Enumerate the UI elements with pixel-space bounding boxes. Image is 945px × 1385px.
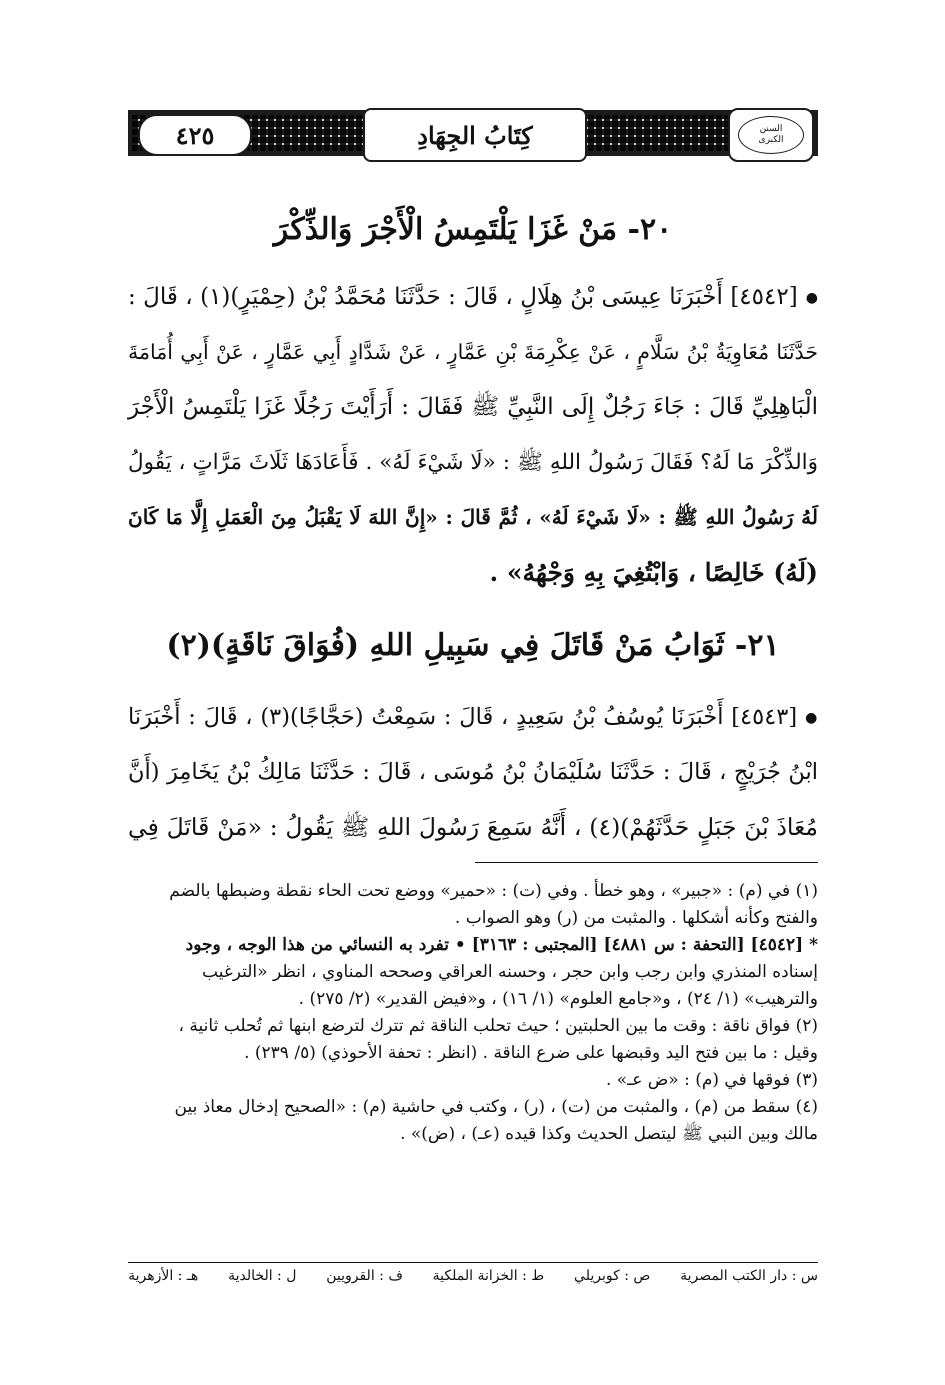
section-heading-21: ٢١- ثَوَابُ مَنْ قَاتَلَ فِي سَبِيلِ اللهِ (فُوَاقَ نَاقَةٍ)(٢)	[166, 628, 780, 663]
hadith-line: لَهُ رَسُولُ اللهِ ﷺ : «لَا شَيْءَ لَهُ» ، ثُمَّ قَالَ : «إِنَّ اللهَ لَا يَقْبَلُ مِنَ الْعَمَلِ إِلَّا مَا كَانَ	[128, 505, 818, 529]
hadith-line: مُعَاذَ بْنَ جَبَلٍ حَدَّثَهُمْ)(٤) ، أَنَّهُ سَمِعَ رَسُولَ اللهِ ﷺ يَقُولُ : «مَنْ قَاتَلَ فِي	[128, 813, 818, 841]
page-number-box	[138, 114, 252, 156]
footnote-line: مالك وبين النبي ﷺ ليتصل الحديث وكذا قيده (عـ) ، (ض)» .	[400, 1124, 818, 1144]
book-logo-icon	[738, 116, 804, 154]
siglum: ف : القرويين	[326, 1268, 403, 1284]
hadith-4543	[128, 690, 818, 855]
footnote-line: * [٤٥٤٢] [التحفة : س ٤٨٨١] [المجتبى : ٣١٦٣] • تفرد به النسائي من هذا الوجه ، وجود	[185, 935, 818, 955]
siglum: ل : الخالدية	[228, 1268, 297, 1284]
chapter-title: كِتَابُ الجِهَادِ	[417, 120, 533, 150]
bullet-icon: ●	[805, 289, 819, 306]
footnotes	[128, 878, 818, 1148]
bullet-icon: ●	[805, 709, 818, 726]
page-number: ٤٢٥	[175, 120, 215, 150]
siglum: س : دار الكتب المصرية	[680, 1268, 818, 1284]
logo-text-1: السنن	[759, 124, 783, 134]
page-header	[128, 108, 818, 158]
footnote-separator	[475, 862, 818, 863]
siglum: ص : كوبريلي	[574, 1268, 651, 1284]
hadith-line: وَالذِّكْرَ مَا لَهُ؟ فَقَالَ رَسُولُ اللهِ ﷺ : «لَا شَيْءَ لَهُ» . فَأَعَادَهَا ثَلَاثَ مَرَّاتٍ ، يَقُولُ	[128, 450, 818, 475]
logo-text-2: الكبرى	[758, 135, 784, 145]
hadith-line: (لَهُ) خَالِصًا ، وَابْتُغِيَ بِهِ وَجْهُهُ» .	[489, 558, 818, 587]
footnote-line: (٣) فوقها في (م) : «ض عـ» .	[606, 1070, 818, 1090]
hadith-line: حَدَّثَنَا مُعَاوِيَةُ بْنُ سَلَّامٍ ، عَنْ عِكْرِمَةَ بْنِ عَمَّارٍ ، عَنْ شَدَّادٍ أَبِي عَمَّارٍ ، عَنْ أَبِي أُمَامَةَ	[128, 340, 818, 364]
footnote-line: (٤) سقط من (م) ، والمثبت من (ت) ، (ر) ، وكتب في حاشية (م) : «الصحيح إدخال معاذ بين	[174, 1097, 818, 1117]
footnote-line: وقيل : ما بين فتح اليد وقبضها على ضرع الناقة . (انظر : تحفة الأحوذي) (٥/ ٢٣٩) .	[244, 1043, 818, 1063]
footnote-line: والفتح وكأنه أشكلها . والمثبت من (ر) وهو الصواب .	[454, 908, 818, 928]
hadith-line: ●[٤٥٤٣] أَخْبَرَنَا يُوسُفُ بْنُ سَعِيدٍ ، قَالَ : سَمِعْتُ (حَجَّاجًا)(٣) ، قَالَ : أَخْبَرَنَا	[128, 704, 818, 730]
footnote-line: والترهيب» (١/ ٢٤) ، و«جامع العلوم» (١/ ١٦) ، و«فيض القدير» (٢/ ٢٧٥) .	[298, 989, 818, 1009]
siglum: هـ : الأزهرية	[128, 1268, 199, 1284]
chapter-title-box	[363, 108, 587, 162]
manuscript-sigla	[128, 1268, 818, 1284]
footnote-line: (٢) فواق ناقة : وقت ما بين الحلبتين ؛ حيث تحلب الناقة ثم تترك لترضع ابنها ثم تُحلب ثانية ،	[178, 1016, 818, 1036]
hadith-4542	[128, 270, 818, 600]
hadith-line: ●[٤٥٤٢] أَخْبَرَنَا عِيسَى بْنُ هِلَالٍ ، قَالَ : حَدَّثَنَا مُحَمَّدُ بْنُ (حِمْيَرٍ)(١) ، قَالَ :	[128, 284, 819, 310]
footnote-line: (١) في (م) : «جبير» ، وهو خطأ . وفي (ت) : «حمير» ووضع تحت الحاء نقطة وضبطها بالضم	[169, 881, 818, 901]
hadith-line: الْبَاهِلِيِّ قَالَ : جَاءَ رَجُلٌ إِلَى النَّبِيِّ ﷺ فَقَالَ : أَرَأَيْتَ رَجُلًا غَزَا يَلْتَمِسُ الْأَجْرَ	[128, 394, 818, 420]
book-logo-medallion	[728, 108, 814, 162]
section-heading-20: ٢٠- مَنْ غَزَا يَلْتَمِسُ الْأَجْرَ وَالذِّكْرَ	[273, 212, 673, 247]
siglum: ط : الخزانة الملكية	[432, 1268, 545, 1284]
footer-rule	[128, 1262, 818, 1263]
footnote-line: إسناده المنذري وابن رجب وابن حجر ، وحسنه العراقي وصححه المناوي ، انظر «الترغيب	[202, 962, 818, 982]
hadith-line: ابْنُ جُرَيْجٍ ، قَالَ : حَدَّثَنَا سُلَيْمَانُ بْنُ مُوسَى ، قَالَ : حَدَّثَنَا مَالِكُ بْنُ يَخَامِرَ (أَنَّ	[128, 759, 818, 785]
